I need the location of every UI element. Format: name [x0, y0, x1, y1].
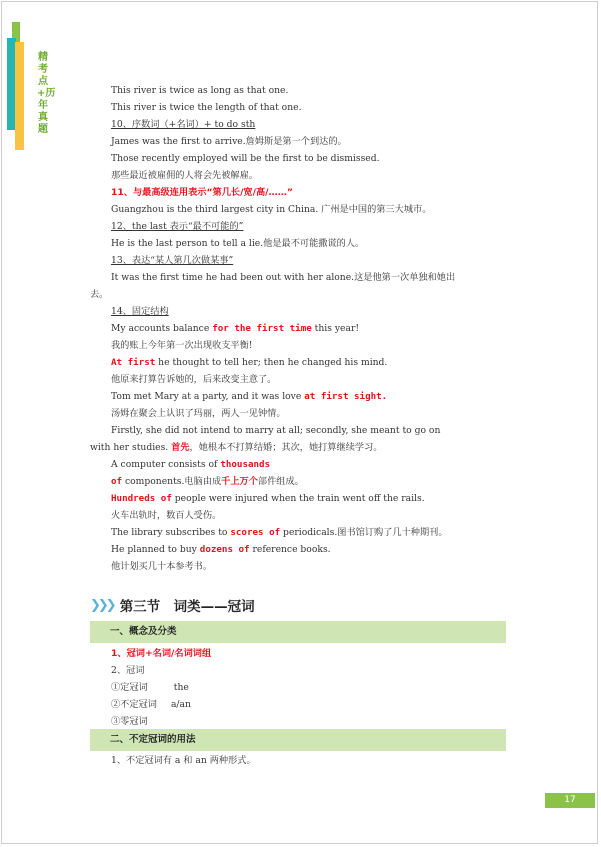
- text-span: components.电脑由成: [122, 476, 222, 487]
- highlight: of: [111, 476, 123, 487]
- text-line: 1、不定冠词有 a 和 an 两种形式。: [111, 755, 256, 766]
- text-line: This river is twice as long as that one.: [111, 85, 289, 96]
- subheading: 14、固定结构: [111, 306, 169, 317]
- highlight: thousands: [220, 459, 271, 470]
- highlight: 千上万个: [221, 476, 258, 487]
- text-span: the: [173, 682, 189, 693]
- text-line: [90, 473, 510, 490]
- text-line: Guangzhou is the third largest city in China. 广州是中国的第三大城市。: [111, 204, 432, 215]
- subheading-red: 11、与最高级连用表示“第几长/宽/高/……”: [111, 187, 293, 198]
- text-span: My accounts balance: [111, 323, 213, 334]
- text-span: reference books.: [249, 544, 331, 555]
- text-line: [90, 388, 510, 405]
- text-span: a/an: [170, 699, 191, 710]
- text-line: ③零冠词: [111, 716, 148, 727]
- highlight: Hundreds of: [111, 493, 172, 504]
- text-span: people were injured when the train went off the rails.: [171, 493, 425, 504]
- text-line: Firstly, she did not intend to marry at all; secondly, she meant to go on: [111, 425, 441, 436]
- text-line: 火车出轨时，数百人受伤。: [111, 510, 222, 521]
- text-line: [90, 679, 189, 696]
- text-span: Tom met Mary at a party, and it was love: [111, 391, 305, 402]
- text-line: This river is twice the length of that one.: [111, 102, 302, 113]
- side-bar-yellow: [15, 42, 24, 150]
- section-heading: [90, 595, 255, 615]
- text-line: 汤姆在聚会上认识了玛丽，两人一见钟情。: [111, 408, 286, 419]
- text-line: 他原来打算告诉她的，后来改变主意了。: [111, 374, 277, 385]
- text-span: this year!: [311, 323, 360, 334]
- text-line: Those recently employed will be the first to be dismissed.: [111, 153, 380, 164]
- section-title: 第三节 词类——冠词: [119, 599, 255, 615]
- text-span: periodicals.图书馆订购了几十种期刊。: [280, 527, 448, 538]
- text-line: [90, 490, 510, 507]
- text-line: James was the first to arrive.詹姆斯是第一个到达的。: [111, 136, 347, 147]
- page-number: 17: [545, 793, 595, 808]
- text-span: He planned to buy: [111, 544, 200, 555]
- text-span: A computer consists of: [111, 459, 221, 470]
- band-heading: 一、概念及分类: [90, 621, 506, 643]
- text-span: ②不定冠词: [111, 699, 157, 710]
- text-line: [90, 456, 510, 473]
- subheading-red: 1、冠词+名词/名词词组: [111, 648, 212, 659]
- subheading: 12、the last 表示“最不可能的”: [111, 221, 244, 232]
- text-span: with her studies.: [90, 442, 172, 453]
- text-line: 他计划买几十本参考书。: [111, 561, 213, 572]
- text-line: 那些最近被雇佣的人将会先被解雇。: [111, 170, 258, 181]
- subheading: 10、序数词（+名词）+ to do sth: [111, 119, 256, 130]
- text-span: he thought to tell her; then he changed his mind.: [155, 357, 388, 368]
- highlight: scores of: [230, 527, 281, 538]
- text-line: 去。: [90, 289, 109, 300]
- text-span: The library subscribes to: [111, 527, 231, 538]
- text-line: [90, 541, 510, 558]
- text-span: ，她根本不打算结婚；其次，她打算继续学习。: [189, 442, 383, 453]
- highlight: 首先: [171, 442, 190, 453]
- text-line: 2、冠词: [111, 665, 145, 676]
- highlight: for the first time: [212, 323, 312, 334]
- subheading: 13、表达“某人第几次做某事”: [111, 255, 234, 266]
- highlight: dozens of: [199, 544, 250, 555]
- text-line: 我的账上今年第一次出现收支平衡!: [111, 340, 253, 351]
- text-line: [90, 439, 510, 456]
- highlight: at first sight.: [304, 391, 388, 402]
- text-line: He is the last person to tell a lie.他是最不可能撒谎的人。: [111, 238, 365, 249]
- highlight: At first: [111, 357, 156, 368]
- band-heading: 二、不定冠词的用法: [90, 729, 506, 751]
- main-content: [90, 82, 510, 575]
- text-line: [90, 320, 510, 337]
- chevron-icon: ❯❯❯: [90, 597, 114, 613]
- text-line: [90, 354, 510, 371]
- text-span: ①定冠词: [111, 682, 148, 693]
- text-line: It was the first time he had been out with her alone.这是他第一次单独和她出: [111, 272, 456, 283]
- text-span: 部件组成。: [257, 476, 304, 487]
- side-title: 精考点+历年真题: [37, 52, 56, 135]
- text-line: [90, 696, 191, 713]
- text-line: [90, 524, 510, 541]
